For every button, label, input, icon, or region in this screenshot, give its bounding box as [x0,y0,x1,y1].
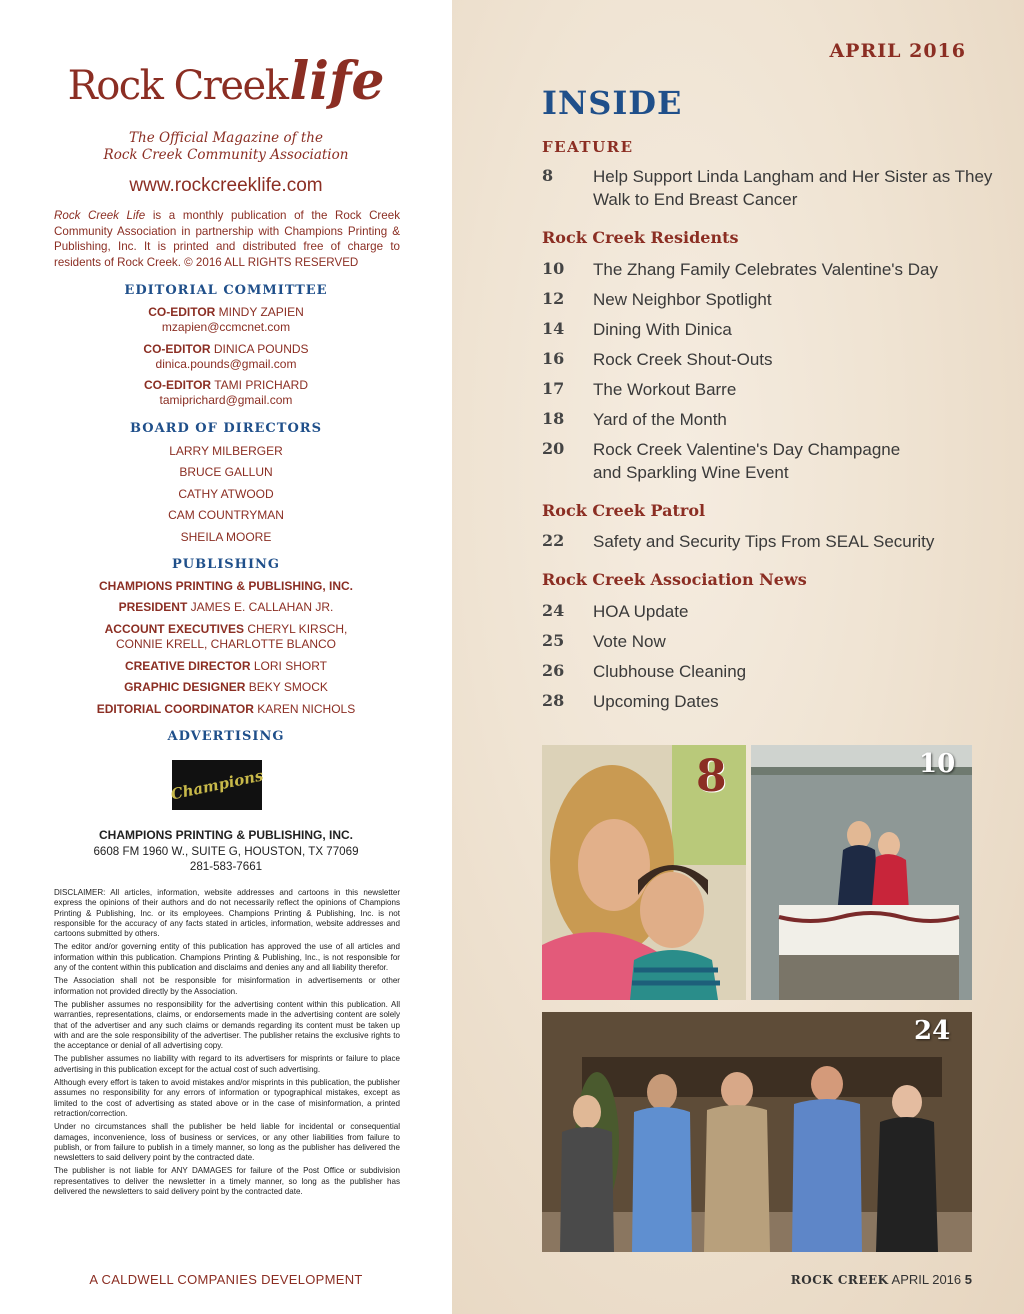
toc-page-number: 25 [542,631,565,650]
toc-title: Help Support Linda Langham and Her Sister as They Walk to End Breast Cancer [593,167,993,209]
photo-page-10[interactable] [751,745,972,1000]
toc-title: The Workout Barre [593,380,737,399]
editorial-coordinator-entry [0,702,452,717]
toc-title: Rock Creek Shout-Outs [593,350,773,369]
toc-page-number: 14 [542,319,565,338]
disclaimer [54,888,400,1200]
editor-role: CO-EDITOR [143,342,211,356]
advertising-heading: ADVERTISING [167,729,285,744]
about-title: Rock Creek Life [54,209,146,222]
toc-page-number: 28 [542,691,565,710]
patrol-heading: Rock Creek Patrol [542,501,706,520]
toc-title: The Zhang Family Celebrates Valentine's Day [593,260,938,279]
toc-page-number: 20 [542,439,565,458]
publishing-company-name: CHAMPIONS PRINTING & PUBLISHING, INC. [98,579,353,593]
photo-page-number: 8 [696,751,727,802]
feature-heading: FEATURE [542,138,634,156]
group-illustration [542,1012,972,1252]
ae-names-2: CONNIE KRELL, CHARLOTTE BLANCO [115,637,337,651]
cd-role: CREATIVE DIRECTOR [124,659,251,673]
editor-email[interactable]: dinica.pounds@gmail.com [155,357,297,371]
toc-title: HOA Update [593,602,689,621]
editor-entry [0,305,452,335]
disclaimer-paragraph: Under no circumstances shall the publisher be held liable for incidental or consequential damages, inconvenience, loss of business or services, or any other liabilities from failure to publish, or from failure to publish in a timely manner, so long as the publisher has delivered the newsletters to said delivery point by the contracted date. [54,1122,400,1163]
toc-page-number: 10 [542,259,565,278]
creative-director-entry [0,659,452,674]
toc-title: Safety and Security Tips From SEAL Security [593,532,935,551]
residents-heading: Rock Creek Residents [542,228,739,247]
ae-role: ACCOUNT EXECUTIVES [104,622,244,636]
board-member: CAM COUNTRYMAN [168,508,284,522]
publishing-heading: PUBLISHING [171,557,281,572]
photo-page-number: 10 [919,749,956,779]
toc-title: Upcoming Dates [593,692,719,711]
printer-company: CHAMPIONS PRINTING & PUBLISHING, INC. [98,828,353,842]
gd-role: GRAPHIC DESIGNER [124,680,246,694]
toc-title: Rock Creek Valentine's Day Champagne and Sparkling Wine Event [593,440,901,482]
toc-page-number: 18 [542,409,565,428]
toc-page-number: 24 [542,601,565,620]
footer-page-number: 5 [964,1272,972,1287]
rock-creek-life-logo [0,51,452,112]
account-executives-entry [0,622,452,652]
editor-name: DINICA POUNDS [210,342,309,356]
printer-address: 6608 FM 1960 W., SUITE G, HOUSTON, TX 77069 [93,844,359,858]
printer-phone: 281-583-7661 [189,860,263,873]
ec-name: KAREN NICHOLS [253,702,356,716]
president-role: PRESIDENT [118,600,188,614]
ae-names-1: CHERYL KIRSCH, [244,622,348,636]
masthead-column [0,0,452,1314]
board-member: SHEILA MOORE [180,530,272,544]
disclaimer-paragraph: The editor and/or governing entity of this publication has approved the use of all articles and information within this publication. Champions Printing & Publishing, Inc., is not responsible for any of the content within this publication and disclaims and denies any and all liability therefor. [54,942,400,973]
disclaimer-paragraph: The publisher assumes no responsibility for the advertising content within this publication. All warranties, representations, claims, or endorsements made in the advertising content are solely that of the advertiser and any such claims or demands regarding its content must be taken up with and are the sole responsibility of the advertiser. The publisher retains the exclusive rights to the acceptance or denial of all advertising copy. [54,999,400,1051]
footer-issue: APRIL 2016 [888,1272,965,1287]
toc-page-number: 16 [542,349,565,368]
logo-life: life [289,51,385,112]
disclaimer-paragraph: DISCLAIMER: All articles, information, website addresses and cartoons in this newsletter express the opinions of their authors and do not necessarily reflect the opinions of Champions Printing & Publishing, Inc. or its employees. Champions Printing & Publishing, Inc. is not responsible for the accuracy of any facts stated in articles, information, website addresses and cartoons submitted by others. [54,888,400,939]
logo-rock-creek: Rock Creek [67,63,288,109]
toc-title: Yard of the Month [593,410,727,429]
editor-role: CO-EDITOR [148,305,216,319]
editor-name: TAMI PRICHARD [211,378,309,392]
tagline-line-2: Rock Creek Community Association [103,147,349,163]
board-member: LARRY MILBERGER [169,444,283,458]
editor-role: CO-EDITOR [143,378,212,392]
disclaimer-paragraph: The publisher is not liable for ANY DAMAGES for failure of the Post Office or subdivision representatives to deliver the newsletter in a timely manner, so long as the publisher has delivered the newsletters to said delivery point by the contracted date. [54,1166,400,1197]
photo-page-number: 24 [914,1016,951,1046]
champions-logo-text: Champions [169,766,265,804]
about-text: is a monthly publication of the Rock Creek Community Association in partnership with Champions Printing & Publishing, Inc. It is printed and distributed free of charge to residents of Rock Creek. © 2016 ALL RIGHTS RESERVED [54,209,400,270]
cd-name: LORI SHORT [250,659,328,673]
board-member: BRUCE GALLUN [179,465,273,479]
table-of-contents [452,0,1024,1314]
toc-title: Vote Now [593,632,666,651]
page-footer [791,1272,972,1287]
about-paragraph [54,208,400,271]
graphic-designer-entry [0,680,452,695]
ec-role: EDITORIAL COORDINATOR [96,702,254,716]
gd-name: BEKY SMOCK [245,680,328,694]
tagline-line-1: The Official Magazine of the [129,130,323,146]
toc-title: Clubhouse Cleaning [593,662,747,681]
disclaimer-paragraph: The Association shall not be responsible for misinformation in advertisements or other information not provided directly by the Association. [54,976,400,996]
couple-illustration [751,745,972,1000]
footer-developer: A CALDWELL COMPANIES DEVELOPMENT [89,1272,363,1287]
issue-date: APRIL 2016 [829,40,966,62]
toc-page-number: 17 [542,379,565,398]
photo-page-8[interactable] [542,745,746,1000]
board-member: CATHY ATWOOD [178,487,274,501]
editor-email[interactable]: tamiprichard@gmail.com [159,393,293,407]
toc-page-number: 12 [542,289,565,308]
printer-info [0,828,452,875]
editor-entry [0,378,452,408]
inside-title: INSIDE [542,84,683,122]
board-heading: BOARD OF DIRECTORS [130,421,322,436]
publishing-company [0,579,452,594]
toc-page-number: 26 [542,661,565,680]
disclaimer-paragraph: Although every effort is taken to avoid mistakes and/or misprints in this publication, the publisher assumes no responsibility for any errors of information or typographical mistakes, except as limited to the cost of advertising as stated above or in the case of misinformation, a printed retraction/correction. [54,1078,400,1118]
president-entry [0,600,452,615]
toc-page-number: 22 [542,531,565,550]
editor-entry [0,342,452,372]
champions-logo [169,760,265,810]
tagline [0,130,452,164]
toc-title: New Neighbor Spotlight [593,290,772,309]
editorial-heading: EDITORIAL COMMITTEE [124,283,328,298]
news-heading: Rock Creek Association News [542,570,807,589]
editor-name: MINDY ZAPIEN [215,305,304,319]
photo-page-24[interactable] [542,1012,972,1252]
disclaimer-paragraph: The publisher assumes no liability with regard to its advertisers for misprints or failure to place advertising in this publication except for the actual cost of such advertising. [54,1054,400,1074]
footer-brand: ROCK CREEK [790,1273,889,1287]
toc-page-number: 8 [542,166,554,185]
website-link[interactable]: www.rockcreeklife.com [129,175,323,196]
president-name: JAMES E. CALLAHAN JR. [187,600,334,614]
editor-email[interactable]: mzapien@ccmcnet.com [161,320,291,334]
toc-title: Dining With Dinica [593,320,732,339]
